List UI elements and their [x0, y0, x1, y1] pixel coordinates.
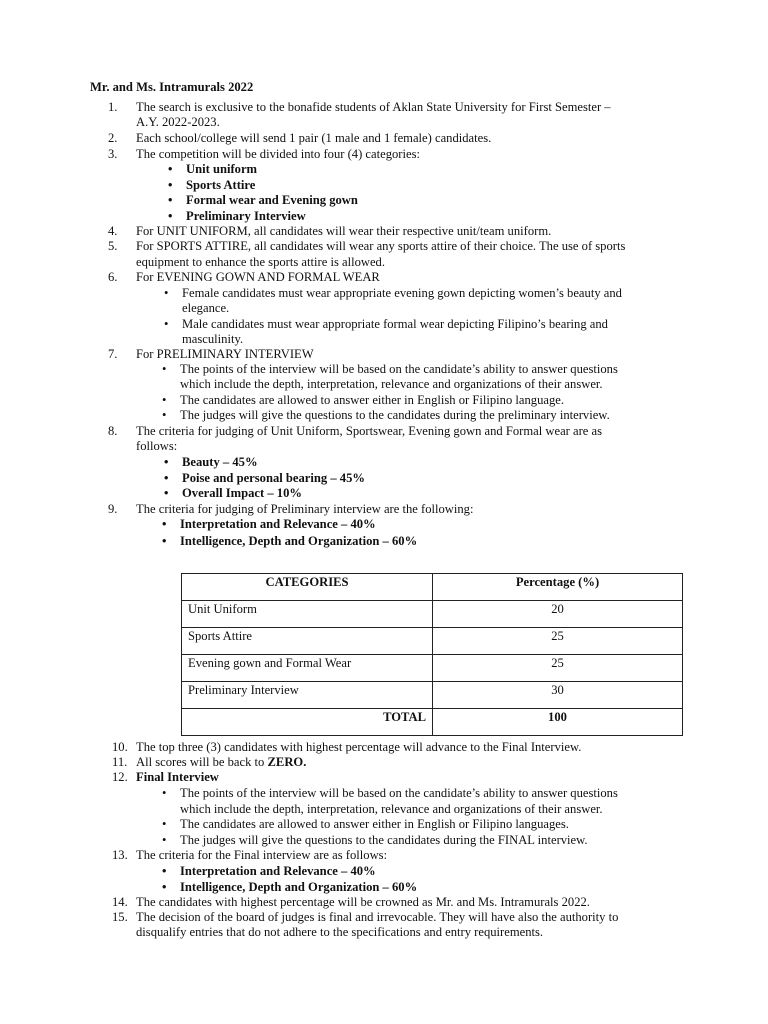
bullet-icon: • [162, 534, 167, 548]
table-row [182, 682, 683, 709]
item-text: For SPORTS ATTIRE, all candidates will wear any sports attire of their choice. The use of sports [136, 239, 626, 253]
table-cell: Preliminary Interview [182, 682, 433, 709]
bullet-icon: • [164, 455, 169, 469]
table-cell: 25 [433, 655, 683, 682]
bullet-icon: • [162, 517, 167, 531]
item-number: 15. [112, 910, 128, 924]
table-cell: 25 [433, 628, 683, 655]
item-text: The criteria for judging of Preliminary interview are the following: [136, 502, 474, 516]
item-number: 14. [112, 895, 128, 909]
document-title: Mr. and Ms. Intramurals 2022 [90, 80, 254, 94]
bullet-icon: • [162, 393, 167, 407]
item-number: 13. [112, 848, 128, 862]
bullet-icon: • [162, 817, 167, 831]
table-total-row [182, 709, 683, 736]
item-text: All scores will be back to ZERO. [136, 755, 307, 769]
item-text-continued: disqualify entries that do not adhere to the specifications and entry requirements. [136, 925, 544, 939]
item-text: For UNIT UNIFORM, all candidates will wear their respective unit/team uniform. [136, 224, 552, 238]
categories-table [181, 573, 683, 736]
item-number: 4. [108, 224, 118, 238]
item-text: For EVENING GOWN AND FORMAL WEAR [136, 270, 380, 284]
bullet-icon: • [164, 286, 169, 300]
bullet-text-continued: which include the depth, interpretation, relevance and organizations of their answer. [180, 802, 603, 816]
table-row [182, 601, 683, 628]
bullet-text-continued: elegance. [182, 301, 230, 315]
item-number: 11. [112, 755, 128, 769]
item-number: 3. [108, 147, 118, 161]
bullet-icon: • [162, 880, 167, 894]
bullet-icon: • [164, 471, 169, 485]
table-cell: Evening gown and Formal Wear [182, 655, 433, 682]
bullet-icon: • [162, 786, 167, 800]
item-number: 6. [108, 270, 118, 284]
item-text: The search is exclusive to the bonafide students of Aklan State University for First Semester – [136, 100, 611, 114]
item-number: 10. [112, 740, 128, 754]
bullet-icon: • [168, 209, 173, 223]
bullet-icon: • [162, 864, 167, 878]
item-text: Each school/college will send 1 pair (1 male and 1 female) candidates. [136, 131, 492, 145]
table-cell: Sports Attire [182, 628, 433, 655]
table-total-label: TOTAL [182, 709, 433, 736]
bullet-icon: • [162, 833, 167, 847]
item-text: Final Interview [136, 770, 219, 784]
bullet-icon: • [168, 193, 173, 207]
table-row [182, 628, 683, 655]
table-cell: 20 [433, 601, 683, 628]
item-number: 5. [108, 239, 118, 253]
item-text: The top three (3) candidates with highest percentage will advance to the Final Interview. [136, 740, 582, 754]
item-text: The competition will be divided into four (4) categories: [136, 147, 420, 161]
bullet-icon: • [162, 362, 167, 376]
table-header: CATEGORIES [182, 574, 433, 601]
item-text-continued: equipment to enhance the sports attire is allowed. [136, 255, 386, 269]
item-number: 2. [108, 131, 118, 145]
item-number: 1. [108, 100, 118, 114]
table-cell: Unit Uniform [182, 601, 433, 628]
table-total-value: 100 [433, 709, 683, 736]
table-header: Percentage (%) [433, 574, 683, 601]
bullet-icon: • [164, 486, 169, 500]
bullet-icon: • [168, 162, 173, 176]
item-text: For PRELIMINARY INTERVIEW [136, 347, 314, 361]
item-text-continued: A.Y. 2022-2023. [136, 115, 220, 129]
bullet-icon: • [164, 317, 169, 331]
table-cell: 30 [433, 682, 683, 709]
item-number: 7. [108, 347, 118, 361]
item-number: 8. [108, 424, 118, 438]
bullet-text-continued: masculinity. [182, 332, 244, 346]
item-text: The decision of the board of judges is final and irrevocable. They will have also the authority to [136, 910, 619, 924]
bullet-icon: • [162, 408, 167, 422]
item-number: 12. [112, 770, 128, 784]
item-text: The candidates with highest percentage will be crowned as Mr. and Ms. Intramurals 2022. [136, 895, 590, 909]
table-header-row [182, 574, 683, 601]
document-page: Mr. and Ms. Intramurals 2022 1. The search is exclusive to the bonafide students of Aklan State University for First Semester – A.Y. 2022-2023. 2. Each school/college will send 1 pair (1 male and 1 female) candidates. 3. The competition will be divided into four (4) categories: • Unit uniform • Sports Attire • Formal wear and Evening gown • Preliminary Interview 4. For UNIT UNIFORM, all candidates will wear their respective unit/team uniform. 5. For SPORTS ATTIRE, all candidates will wear any sports attire of their choice. The use of sports equipment to enhance the sports attire is allowed. 6. For EVENING GOWN AND FORMAL WEAR • Female candidates must wear appropriate evening gown depicting women’s beauty and elegance. • Male candidates must wear appropriate formal wear depicting Filipino’s bearing and masculinity. 7. For PRELIMINARY INTERVIEW • The points of the interview will be based on the candidate’s ability to answer questions which include the depth, interpretation, relevance and organizations of their answer. • The candidates are allowed to answer either in English or Filipino language. • The judges will give the questions to the candidates during the preliminary interview. 8. The criteria for judging of Unit Uniform, Sportswear, Evening gown and Formal wear are as follows: • Beauty – 45% • Poise and personal bearing – 45% • Overall Impact – 10% 9. The criteria for judging of Preliminary interview are the following: • Interpretation and Relevance – 40% • Intelligence, Depth and Organization – 60% CATEGORIES Percentage (%) Unit Uniform 20 Sports Attire 25 Evening gown and Formal Wear 25 Preliminary Interview 30 TOTAL 100 10. The top three (3) candidates with highest percentage will advance to the Final Interview. 11. All scores will be back to ZERO. 12. Final Interview • The points of the interview will be based on the candidate’s ability to answer questions which include the depth, interpretation, relevance and organizations of their answer. • The candidates are allowed to answer either in English or Filipino languages. • The judges will give the questions to the candidates during the FINAL interview. 13. The criteria for the Final interview are as follows: • Interpretation and Relevance – 40% • Intelligence, Depth and Organization – 60% 14. The candidates with highest percentage will be crowned as Mr. and Ms. Intramurals 2022. 15. The decision of the board of judges is final and irrevocable. They will have also the authority to disqualify entries that do not adhere to the specifications and entry requirements. [0, 0, 768, 1024]
zero-emphasis: ZERO. [267, 755, 307, 769]
item-text: The criteria for judging of Unit Uniform, Sportswear, Evening gown and Formal wear are as [136, 424, 603, 438]
table-row [182, 655, 683, 682]
bullet-text-continued: which include the depth, interpretation, relevance and organizations of their answer. [180, 377, 603, 391]
item-text-continued: follows: [136, 439, 178, 453]
item-text: The criteria for the Final interview are as follows: [136, 848, 388, 862]
bullet-icon: • [168, 178, 173, 192]
item-number: 9. [108, 502, 118, 516]
